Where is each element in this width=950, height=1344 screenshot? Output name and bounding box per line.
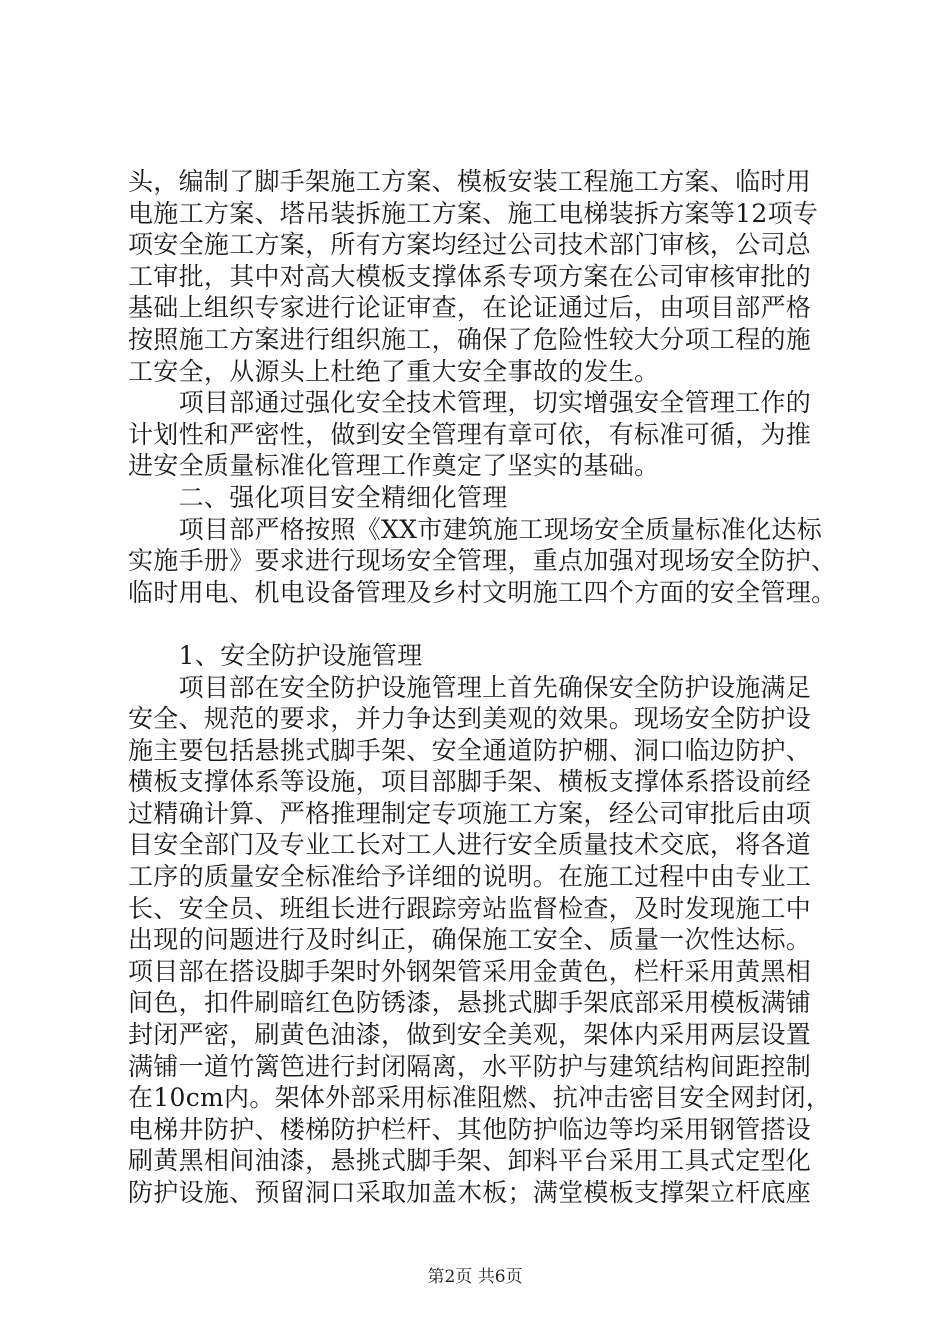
text-line: 电施工方案、塔吊装拆施工方案、施工电梯装拆方案等12项专 [128,198,819,228]
text-line: 临时用电、机电设备管理及乡村文明施工四个方面的安全管理。 [128,577,837,607]
text-line: 项目部在搭设脚手架时外钢架管采用金黄色，栏杆采用黄黑相 [128,956,812,986]
blank-line [128,608,858,640]
text-line: 项目部严格按照《XX市建筑施工现场安全质量标准化达标 [128,514,822,544]
text-line: 满铺一道竹篱笆进行封闭隔离，水平防护与建筑结构间距控制 [128,1051,812,1081]
text-line: 长、安全员、班组长进行跟踪旁站监督检查，及时发现施工中 [128,893,812,923]
text-line: 工审批，其中对高大模板支撑体系专项方案在公司审核审批的 [128,261,812,291]
text-line: 在10cm内。架体外部采用标准阻燃、抗冲击密目安全网封闭， [128,1083,832,1113]
text-line: 基础上组织专家进行论证审查，在论证通过后，由项目部严格 [128,293,812,323]
text-line: 施主要包括悬挑式脚手架、安全通道防护棚、洞口临边防护、 [128,735,812,765]
text-line: 间色，扣件刷暗红色防锈漆，悬挑式脚手架底部采用模板满铺 [128,988,812,1018]
text-line: 项安全施工方案，所有方案均经过公司技术部门审核，公司总 [128,230,812,260]
text-line: 刷黄黑相间油漆，悬挑式脚手架、卸料平台采用工具式定型化 [128,1146,812,1176]
document-body [128,166,858,1209]
text-line: 封闭严密，刷黄色油漆，做到安全美观，架体内采用两层设置 [128,1020,812,1050]
page-footer: 第2页 共6页 [427,1267,523,1287]
text-line: 项目部通过强化安全技术管理，切实增强安全管理工作的 [128,388,812,418]
text-line: 实施手册》要求进行现场安全管理，重点加强对现场安全防护、 [128,546,837,576]
text-line: 电梯井防护、楼梯防护栏杆、其他防护临边等均采用钢管搭设 [128,1114,812,1144]
text-line: 目安全部门及专业工长对工人进行安全质量技术交底，将各道 [128,830,812,860]
text-line: 过精确计算、严格推理制定专项施工方案，经公司审批后由项 [128,798,812,828]
text-line: 1、安全防护设施管理 [128,640,423,670]
text-line: 安全、规范的要求，并力争达到美观的效果。现场安全防护设 [128,704,812,734]
text-line: 头，编制了脚手架施工方案、模板安装工程施工方案、临时用 [128,167,812,196]
text-line: 工序的质量安全标准给予详细的说明。在施工过程中由专业工 [128,862,812,892]
text-line: 防护设施、预留洞口采取加盖木板；满堂模板支撑架立杆底座 [128,1178,812,1207]
text-line: 项目部在安全防护设施管理上首先确保安全防护设施满足 [128,672,812,702]
text-line: 横板支撑体系等设施，项目部脚手架、横板支撑体系搭设前经 [128,767,812,797]
text-line: 出现的问题进行及时纠正，确保施工安全、质量一次性达标。 [128,925,812,955]
text-line: 工安全，从源头上杜绝了重大安全事故的发生。 [128,356,660,386]
text-line: 进安全质量标准化管理工作奠定了坚实的基础。 [128,451,660,481]
text-line: 按照施工方案进行组织施工，确保了危险性较大分项工程的施 [128,324,812,354]
text-line: 二、强化项目安全精细化管理 [128,482,508,512]
text-line: 计划性和严密性，做到安全管理有章可依，有标准可循，为推 [128,419,812,449]
